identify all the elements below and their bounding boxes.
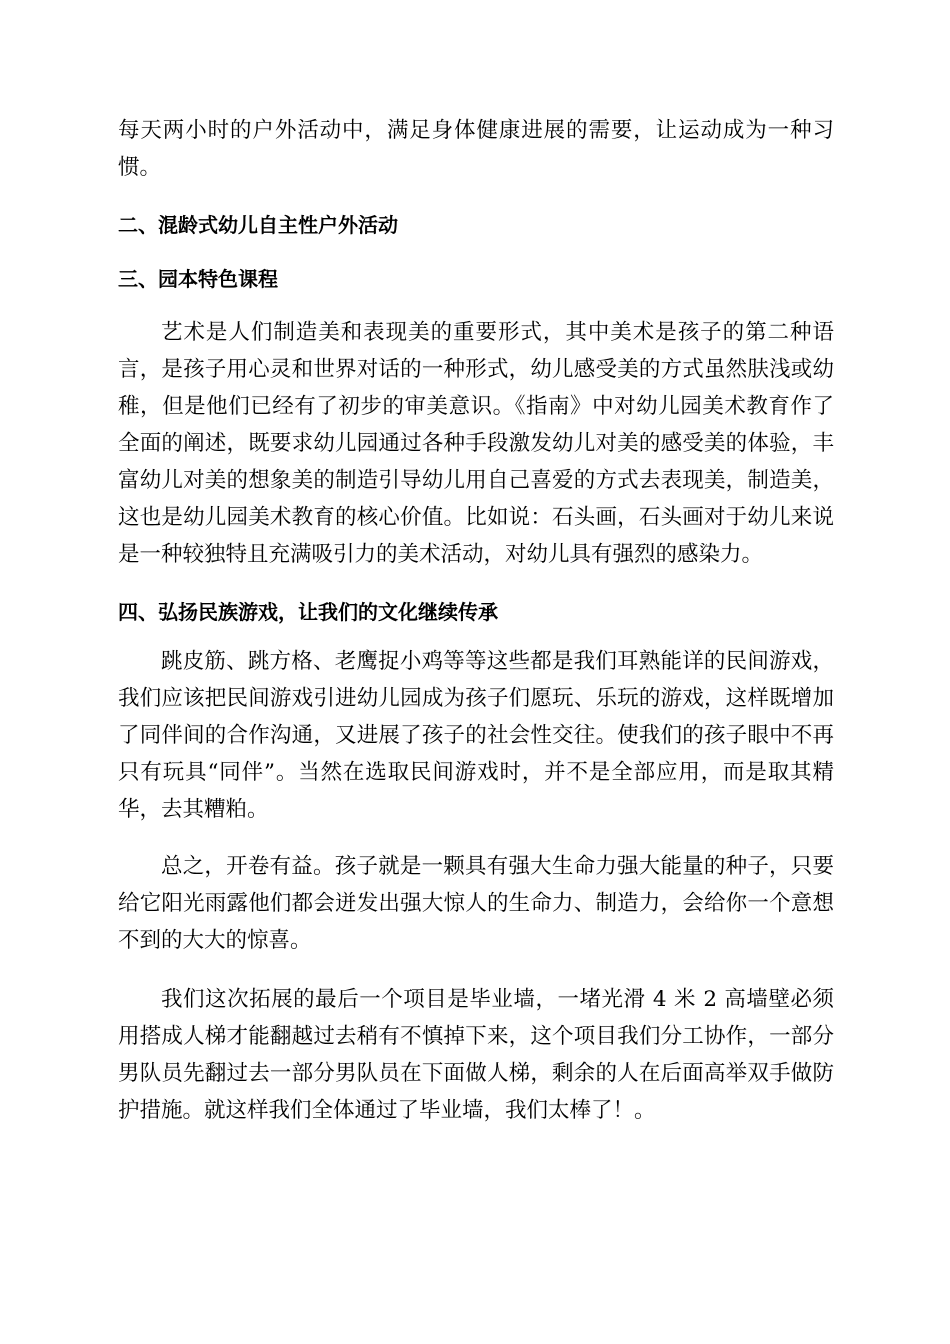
intro-paragraph: 每天两小时的户外活动中，满足身体健康进展的需要，让运动成为一种习惯。: [118, 118, 834, 180]
section-heading-3: 三、园本特色课程: [118, 267, 278, 291]
document-body: [118, 112, 834, 1129]
art-paragraph: 艺术是人们制造美和表现美的重要形式，其中美术是孩子的第二种语言，是孩子用心灵和世界对话的一种形式，幼儿感受美的方式虽然肤浅或幼稚，但是他们已经有了初步的审美意识。《指南》中对幼儿园美术教育作了全面的阐述，既要求幼儿园通过各种手段激发幼儿对美的感受美的体验，丰富幼儿对美的想象美的制造引导幼儿用自己喜爱的方式去表现美，制造美，这也是幼儿园美术教育的核心价值。比如说：石头画，石头画对于幼儿来说是一种较独特且充满吸引力的美术活动，对幼儿具有强烈的感染力。: [118, 320, 834, 567]
summary-paragraph: 总之，开卷有益。孩子就是一颗具有强大生命力强大能量的种子，只要给它阳光雨露他们都会迸发出强大惊人的生命力、制造力，会给你一个意想不到的大大的惊喜。: [118, 854, 834, 953]
graduation-wall-paragraph: 我们这次拓展的最后一个项目是毕业墙，一堵光滑 4 米 2 高墙壁必须用搭成人梯才能翻越过去稍有不慎掉下来，这个项目我们分工协作，一部分男队员先翻过去一部分男队员在下面做人梯，剩余的人在后面高举双手做防护措施。就这样我们全体通过了毕业墙，我们太棒了！。: [118, 987, 834, 1123]
folk-games-paragraph: 跳皮筋、跳方格、老鹰捉小鸡等等这些都是我们耳熟能详的民间游戏，我们应该把民间游戏引进幼儿园成为孩子们愿玩、乐玩的游戏，这样既增加了同伴间的合作沟通，又进展了孩子的社会性交往。使我们的孩子眼中不再只有玩具“同伴”。当然在选取民间游戏时，并不是全部应用，而是取其精华，去其糟粕。: [118, 649, 834, 822]
section-heading-4: 四、弘扬民族游戏，让我们的文化继续传承: [118, 600, 498, 624]
section-heading-2: 二、混龄式幼儿自主性户外活动: [118, 213, 398, 237]
